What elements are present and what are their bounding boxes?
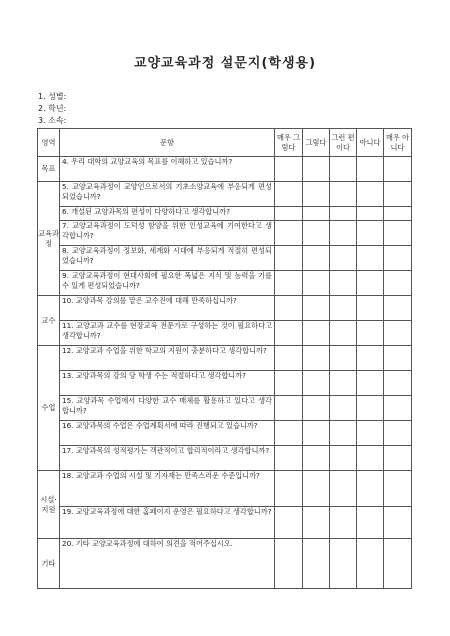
answer-cell[interactable]	[303, 182, 330, 207]
answer-cell[interactable]	[384, 207, 412, 221]
question-row	[38, 207, 412, 221]
answer-cell[interactable]	[357, 371, 384, 396]
answer-cell[interactable]	[384, 346, 412, 371]
answer-cell[interactable]	[330, 507, 357, 539]
answer-cell[interactable]	[330, 396, 357, 421]
answer-cell[interactable]	[357, 421, 384, 446]
answer-cell[interactable]	[275, 507, 303, 539]
question-text: 15. 교양과목 수업에서 다양한 교수 매체를 활용하고 있다고 생각합니까?	[60, 396, 275, 421]
answer-cell[interactable]	[330, 371, 357, 396]
question-text: 13. 교양과목의 강의 당 학생 수는 적절하다고 생각합니까?	[60, 371, 275, 396]
answer-cell[interactable]	[330, 321, 357, 346]
answer-cell[interactable]	[384, 221, 412, 246]
answer-cell[interactable]	[357, 321, 384, 346]
answer-cell[interactable]	[330, 157, 357, 182]
answer-cell[interactable]	[303, 421, 330, 446]
answer-cell[interactable]	[275, 396, 303, 421]
option-header-very-disagree: 매우 아니다	[384, 129, 412, 157]
answer-cell[interactable]	[357, 446, 384, 471]
answer-cell[interactable]	[303, 207, 330, 221]
answer-cell[interactable]	[275, 157, 303, 182]
question-row	[38, 271, 412, 296]
question-row	[38, 321, 412, 346]
question-row	[38, 346, 412, 371]
answer-cell[interactable]	[275, 471, 303, 507]
answer-cell[interactable]	[275, 346, 303, 371]
answer-cell[interactable]	[275, 421, 303, 446]
question-text: 8. 교양교육과정이 정보화, 세계화 시대에 부응되게 적절히 편성되었습니까?	[60, 246, 275, 271]
answer-cell[interactable]	[384, 182, 412, 207]
answer-cell[interactable]	[275, 539, 303, 589]
answer-cell[interactable]	[330, 271, 357, 296]
page-title: 교양교육과정 설문지(학생용)	[133, 56, 317, 71]
answer-cell[interactable]	[330, 421, 357, 446]
answer-cell[interactable]	[357, 221, 384, 246]
answer-cell[interactable]	[384, 446, 412, 471]
question-row	[38, 371, 412, 396]
answer-cell[interactable]	[384, 539, 412, 589]
answer-cell[interactable]	[384, 271, 412, 296]
answer-cell[interactable]	[303, 507, 330, 539]
section-label-facility: 시설·지원	[38, 471, 60, 539]
question-text: 4. 우리 대학의 교양교육의 목표를 이해하고 있습니까?	[60, 157, 275, 182]
answer-cell[interactable]	[384, 321, 412, 346]
question-row	[38, 421, 412, 446]
answer-cell[interactable]	[384, 396, 412, 421]
answer-cell[interactable]	[357, 182, 384, 207]
gender-field[interactable]: 1. 성별:	[38, 92, 67, 101]
answer-cell[interactable]	[275, 271, 303, 296]
question-text: 20. 기타 교양교육과정에 대하여 의견을 적어주십시오.	[60, 539, 275, 589]
answer-cell[interactable]	[384, 371, 412, 396]
answer-cell[interactable]	[384, 157, 412, 182]
answer-cell[interactable]	[384, 507, 412, 539]
grade-field[interactable]: 2. 학년:	[38, 104, 67, 113]
question-text: 16. 교양과목의 수업은 수업계획서에 따라 진행되고 있습니까?	[60, 421, 275, 446]
answer-cell[interactable]	[357, 246, 384, 271]
answer-cell[interactable]	[330, 221, 357, 246]
answer-cell[interactable]	[303, 271, 330, 296]
answer-cell[interactable]	[357, 346, 384, 371]
answer-cell[interactable]	[357, 471, 384, 507]
option-header-disagree: 아니다	[357, 129, 384, 157]
question-text: 6. 개설된 교양과목의 편성이 다양하다고 생각합니까?	[60, 207, 275, 221]
question-text: 11. 교양교과 교수를 현장교육 전문가로 구성하는 것이 필요하다고 생각합니까?	[60, 321, 275, 346]
answer-cell[interactable]	[384, 246, 412, 271]
question-row	[38, 182, 412, 207]
answer-cell[interactable]	[384, 421, 412, 446]
answer-cell[interactable]	[330, 182, 357, 207]
question-text: 7. 교양교육과정이 도덕성 함양을 위한 인성교육에 기여한다고 생각합니까?	[60, 221, 275, 246]
option-header-very-agree: 매우 그렇다	[275, 129, 303, 157]
option-header-neutral: 그런 편이다	[330, 129, 357, 157]
answer-cell[interactable]	[275, 207, 303, 221]
answer-cell[interactable]	[357, 271, 384, 296]
option-header-agree: 그렇다	[303, 129, 330, 157]
answer-cell[interactable]	[275, 296, 303, 321]
question-header: 문항	[60, 129, 275, 157]
question-row	[38, 539, 412, 589]
question-row	[38, 471, 412, 507]
answer-cell[interactable]	[357, 207, 384, 221]
question-row	[38, 221, 412, 246]
header-row	[38, 129, 412, 157]
answer-cell[interactable]	[357, 157, 384, 182]
answer-cell[interactable]	[275, 221, 303, 246]
affiliation-field[interactable]: 3. 소속:	[38, 116, 67, 125]
question-text: 10. 교양과목 강의를 맡은 교수진에 대해 만족하십니까?	[60, 296, 275, 321]
answer-cell[interactable]	[275, 446, 303, 471]
answer-cell[interactable]	[330, 471, 357, 507]
answer-cell[interactable]	[330, 346, 357, 371]
question-text: 17. 교양과목의 성적평가는 객관적이고 합리적이라고 생각합니까?	[60, 446, 275, 471]
answer-cell[interactable]	[357, 507, 384, 539]
question-text: 9. 교양교육과정이 현대사회에 필요한 폭넓은 지식 및 능력을 기를 수 있게 편성되었습니까?	[60, 271, 275, 296]
question-row	[38, 396, 412, 421]
answer-cell[interactable]	[357, 396, 384, 421]
answer-cell[interactable]	[330, 446, 357, 471]
answer-cell[interactable]	[303, 246, 330, 271]
answer-cell[interactable]	[330, 296, 357, 321]
question-row	[38, 296, 412, 321]
answer-cell[interactable]	[303, 446, 330, 471]
section-label-class: 수업	[38, 346, 60, 471]
answer-cell[interactable]	[275, 321, 303, 346]
answer-cell[interactable]	[303, 346, 330, 371]
answer-cell[interactable]	[303, 396, 330, 421]
answer-cell[interactable]	[303, 371, 330, 396]
question-row	[38, 507, 412, 539]
section-label-other: 기타	[38, 539, 60, 589]
answer-cell[interactable]	[303, 321, 330, 346]
section-label-instructor: 교수	[38, 296, 60, 346]
answer-cell[interactable]	[330, 246, 357, 271]
answer-cell[interactable]	[330, 207, 357, 221]
question-text: 5. 교양교육과정이 교양인으로서의 기초소양교육에 부응되게 편성되었습니까?	[60, 182, 275, 207]
answer-cell[interactable]	[384, 471, 412, 507]
answer-cell[interactable]	[357, 539, 384, 589]
section-label-curriculum: 교육과정	[38, 182, 60, 296]
answer-cell[interactable]	[330, 539, 357, 589]
answer-cell[interactable]	[303, 157, 330, 182]
question-row	[38, 446, 412, 471]
question-text: 18. 교양교과 수업의 시설 및 기자재는 만족스러운 수준입니까?	[60, 471, 275, 507]
question-row	[38, 157, 412, 182]
area-header: 영역	[38, 129, 60, 157]
answer-cell[interactable]	[275, 371, 303, 396]
answer-cell[interactable]	[303, 296, 330, 321]
answer-cell[interactable]	[303, 539, 330, 589]
question-text: 19. 교양교육과정에 대한 홈페이지 운영은 필요하다고 생각합니까?	[60, 507, 275, 539]
answer-cell[interactable]	[275, 246, 303, 271]
answer-cell[interactable]	[275, 182, 303, 207]
answer-cell[interactable]	[303, 471, 330, 507]
answer-cell[interactable]	[384, 296, 412, 321]
answer-cell[interactable]	[303, 221, 330, 246]
section-label-goal: 목표	[38, 157, 60, 182]
question-text: 12. 교양교과 수업을 위한 학교의 지원이 충분하다고 생각합니까?	[60, 346, 275, 371]
survey-table	[37, 128, 412, 589]
answer-cell[interactable]	[357, 296, 384, 321]
question-row	[38, 246, 412, 271]
